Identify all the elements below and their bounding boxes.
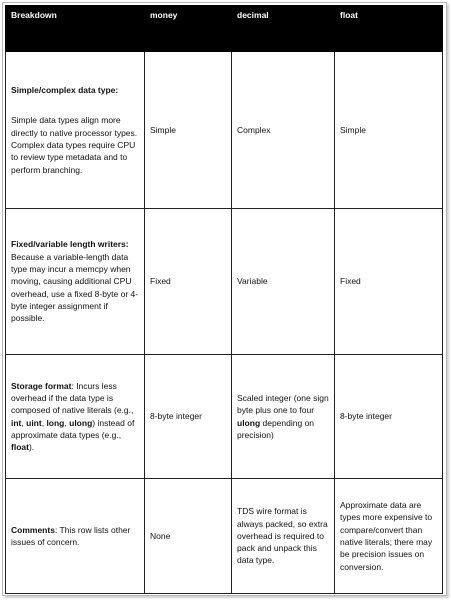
separator: , <box>21 417 27 428</box>
row-title: Simple/complex data type: <box>11 85 119 96</box>
row-label-cell <box>6 209 145 355</box>
comparison-table <box>5 5 443 594</box>
row-label-cell <box>6 355 145 479</box>
cell-float: 8-byte integer <box>335 355 443 479</box>
cell-money: None <box>145 479 232 594</box>
cell-decimal: Complex <box>232 52 335 209</box>
row-description: ) instead of approximate data types (e.g., <box>11 417 135 440</box>
cell-decimal: Variable <box>232 209 335 355</box>
cell-decimal: TDS wire format is always packed, so extra overhead is required to pack and unpack this data type. <box>232 479 335 594</box>
cell-text: depending on precision) <box>237 417 315 440</box>
cell-money: Simple <box>145 52 232 209</box>
keyword-ulong: ulong <box>69 417 93 428</box>
table-row <box>6 479 443 594</box>
row-description: Because a variable-length data type may incur a memcpy when moving, causing additional CPU overhead, use a fixed 8-byte or 4-byte integer assignment if possible. <box>11 251 139 324</box>
row-description: : Incurs less overhead if the data type is composed of native literals (e.g., <box>11 380 134 416</box>
cell-decimal <box>232 355 335 479</box>
header-money: money <box>145 6 232 52</box>
table-row <box>6 355 443 479</box>
row-label-cell <box>6 52 145 209</box>
header-row <box>6 6 443 52</box>
header-breakdown: Breakdown <box>6 6 145 52</box>
keyword-int: int <box>11 417 22 428</box>
header-decimal: decimal <box>232 6 335 52</box>
cell-money: 8-byte integer <box>145 355 232 479</box>
header-float: float <box>335 6 443 52</box>
row-description: Simple data types align more directly to native processor types. Complex data types require CPU to review type metadata and to perform branching. <box>11 115 138 175</box>
keyword-ulong: ulong <box>237 417 261 428</box>
row-title: Fixed/variable length writers: <box>11 239 129 250</box>
cell-float: Fixed <box>335 209 443 355</box>
table-row <box>6 209 443 355</box>
table-row <box>6 52 443 209</box>
row-title: Comments <box>11 524 55 535</box>
separator: , <box>64 417 70 428</box>
row-title: Storage format <box>11 380 72 391</box>
cell-money: Fixed <box>145 209 232 355</box>
cell-float: Approximate data are types more expensive to compare/convert than native literals; there may be precision issues on conversion. <box>335 479 443 594</box>
separator: , <box>41 417 47 428</box>
cell-float: Simple <box>335 52 443 209</box>
row-description: ). <box>28 442 35 453</box>
keyword-long: long <box>46 417 65 428</box>
keyword-uint: uint <box>26 417 42 428</box>
keyword-float: float <box>11 442 29 453</box>
cell-text: Scaled integer (one sign byte plus one to four <box>237 392 329 416</box>
table-frame <box>2 2 447 596</box>
row-label-cell <box>6 479 145 594</box>
row-description: : This row lists other issues of concern. <box>11 524 131 547</box>
